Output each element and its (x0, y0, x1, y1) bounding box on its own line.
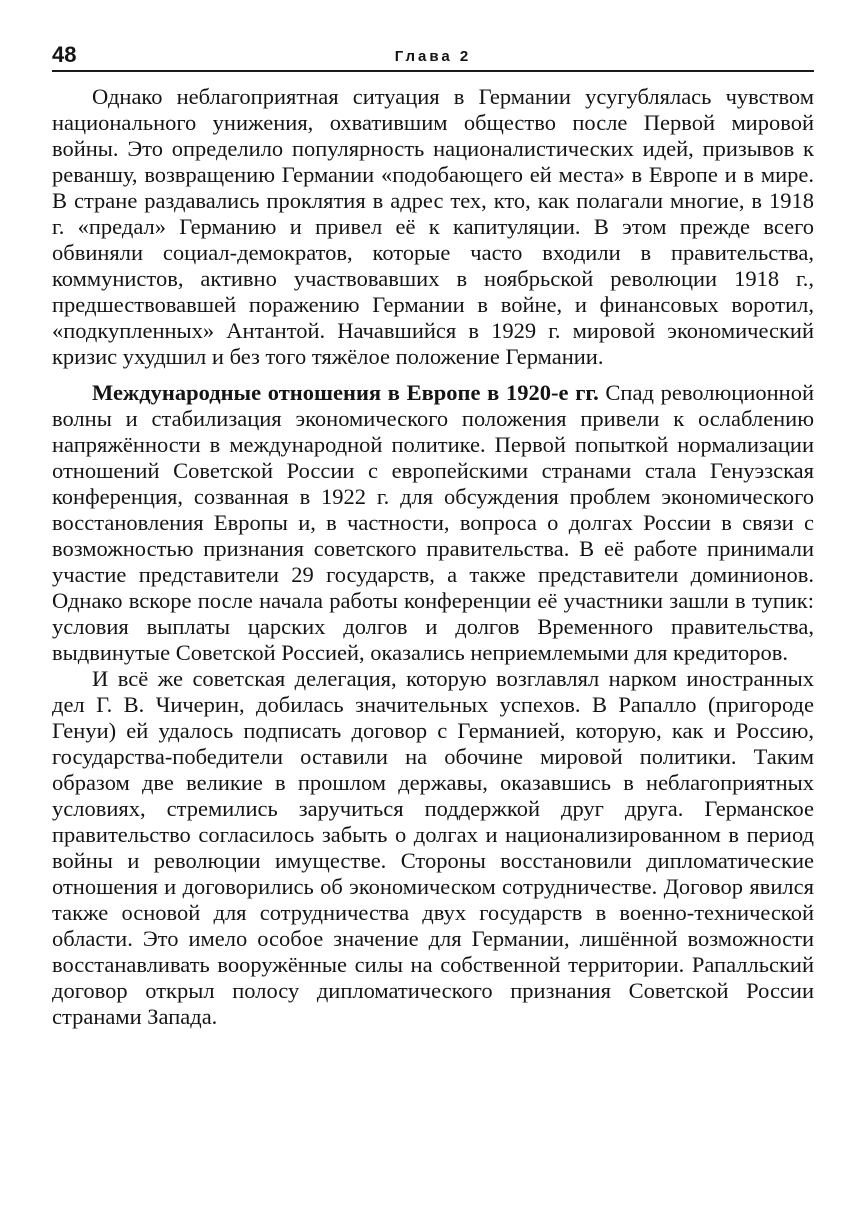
page-number: 48 (52, 42, 77, 67)
paragraph-text: Спад революционной волны и стабилизация экономического положения привели к ослаблению напряжённости в международной политике. Первой попыткой нормализации отношений Советской России с европейскими странами стала Генуэзская конференция, созванная в 1922 г. для обсуждения проблем экономического восстановления Европы и, в частности, вопроса о долгах России в связи с возможностью признания советского правительства. В её работе принимали участие представители 29 государств, а также представители доминионов. Однако вскоре после начала работы конференции её участники зашли в тупик: условия выплаты царских долгов и долгов Временного правительства, выдвинутые Советской Россией, оказались неприемлемыми для кредиторов. (52, 380, 814, 665)
running-head (52, 40, 814, 72)
paragraph-international-relations (52, 380, 814, 666)
section-heading: Международные отношения в Европе в 1920-е гг. (92, 380, 599, 405)
chapter-title: Глава 2 (394, 48, 472, 65)
paragraph-rapallo-treaty: И всё же советская делегация, которую возглавлял нарком иностранных дел Г. В. Чичерин, добилась значительных успехов. В Рапалло (пригороде Генуи) ей удалось подписать договор с Германией, которую, как и Россию, государства-победители оставили на обочине мировой политики. Таким образом две великие в прошлом державы, оказавшись в неблагоприятных условиях, стремились заручиться поддержкой друг друга. Германское правительство согласилось забыть о долгах и национализированном в период войны и революции имуществе. Стороны восстановили дипломатические отношения и договорились об экономическом сотрудничестве. Договор явился также основой для сотрудничества двух государств в военно-технической области. Это имело особое значение для Германии, лишённой возможности восстанавливать вооружённые силы на собственной территории. Рапалльский договор открыл полосу дипломатического признания Советской России странами Запада. (52, 666, 814, 1029)
paragraph-german-humiliation: Однако неблагоприятная ситуация в Германии усугублялась чувством национального унижения, охватившим общество после Первой мировой войны. Это определило популярность националистических идей, призывов к реваншу, возвращению Германии «подобающего ей места» в Европе и в мире. В стране раздавались проклятия в адрес тех, кто, как полагали многие, в 1918 г. «предал» Германию и привел её к капитуляции. В этом прежде всего обвиняли социал-демократов, которые часто входили в правительства, коммунистов, активно участвовавших в ноябрьской революции 1918 г., предшествовавшей поражению Германии в войне, и финансовых воротил, «подкупленных» Антантой. Начавшийся в 1929 г. мировой экономический кризис ухудшил и без того тяжёлое положение Германии. (52, 84, 814, 369)
body-text (52, 84, 814, 1030)
